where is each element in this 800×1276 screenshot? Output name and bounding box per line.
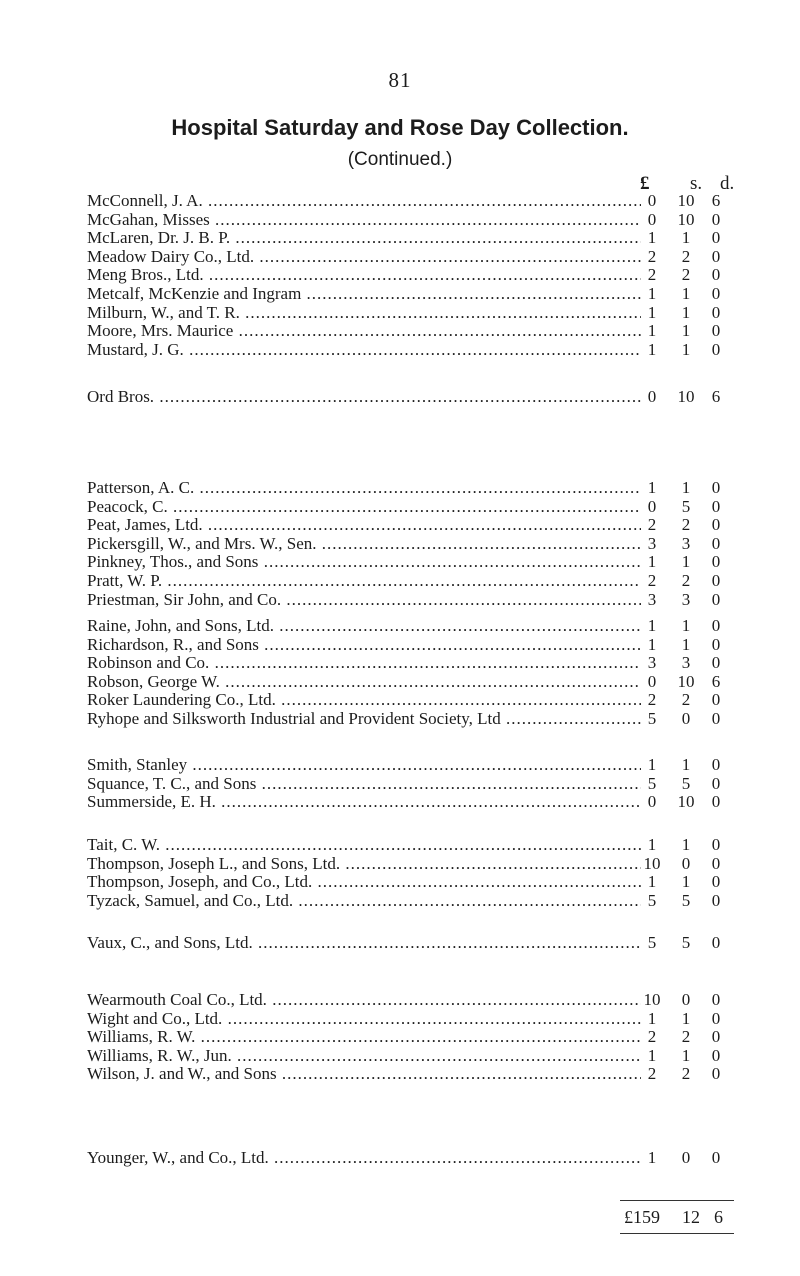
subscriber-name (87, 322, 641, 341)
subscriber-name-text: Wight and Co., Ltd. (87, 1009, 223, 1028)
subscriber-name (87, 572, 641, 591)
amount-pence: 6 (711, 671, 721, 691)
amount-pounds: 3 (647, 533, 657, 553)
amount-pounds: 0 (647, 387, 657, 406)
subscriber-row (0, 229, 800, 248)
subscriber-row (0, 1149, 800, 1168)
subscriber-name-text: Tyzack, Samuel, and Co., Ltd. (87, 891, 294, 910)
amount-pounds: 2 (647, 1064, 657, 1084)
subscriber-name (87, 498, 641, 517)
subscriber-name (87, 691, 641, 710)
subscriber-name (87, 1028, 641, 1047)
subscriber-row (0, 322, 800, 341)
amount-pence: 0 (711, 478, 721, 497)
amount-pounds: 2 (647, 1027, 657, 1047)
amount-pounds: 2 (647, 570, 657, 590)
group-s (0, 756, 800, 812)
amount-shillings: 2 (681, 515, 691, 535)
subscriber-row (0, 873, 800, 892)
subscriber-name (87, 673, 641, 692)
amount-shillings: 10 (677, 209, 695, 229)
amount-pounds: 2 (647, 246, 657, 266)
amount-pence: 0 (711, 1008, 721, 1028)
amount-pounds: 1 (647, 302, 657, 322)
subscriber-row (0, 991, 800, 1010)
subscriber-name (87, 873, 641, 892)
subscriber-name-text: Meadow Dairy Co., Ltd. (87, 247, 255, 266)
subscriber-name (87, 1047, 641, 1066)
amount-pence: 0 (711, 690, 721, 710)
subscriber-name-text: Peat, James, Ltd. (87, 516, 203, 535)
subscriber-name-text: Peacock, C. (87, 497, 168, 516)
subscriber-name (87, 248, 641, 267)
amount-pence: 0 (711, 835, 721, 854)
amount-pence: 0 (711, 1064, 721, 1084)
amount-pence: 0 (711, 933, 721, 952)
amount-pounds: 1 (647, 321, 657, 341)
amount-shillings: 1 (681, 1045, 691, 1065)
subscriber-name (87, 479, 641, 498)
amount-pounds: 1 (647, 872, 657, 892)
subscriber-name (87, 535, 641, 554)
amount-pounds: 0 (647, 671, 657, 691)
amount-shillings: 5 (681, 496, 691, 516)
page-number: 81 (388, 68, 412, 92)
subscriber-name (87, 304, 641, 323)
amount-shillings: 1 (681, 302, 691, 322)
amount-shillings: 0 (681, 853, 691, 873)
amount-pounds: 2 (647, 515, 657, 535)
total-rule-bottom (620, 1233, 734, 1234)
subscriber-row (0, 654, 800, 673)
amount-pounds: 0 (647, 209, 657, 229)
subscriber-name-text: Pickersgill, W., and Mrs. W., Sen. (87, 534, 317, 553)
amount-pence: 0 (711, 321, 721, 341)
amount-shillings: 1 (681, 478, 691, 497)
amount-pounds: 2 (647, 265, 657, 285)
amount-pounds: 2 (647, 690, 657, 710)
subscriber-row (0, 793, 800, 812)
subscriber-name-text: Roker Laundering Co., Ltd. (87, 691, 276, 710)
pounds-header: £ (640, 173, 650, 194)
subscriber-name (87, 1010, 641, 1029)
amount-pence: 0 (711, 990, 721, 1009)
group-t (0, 836, 800, 910)
amount-pounds: 1 (647, 616, 657, 635)
amount-shillings: 1 (681, 835, 691, 854)
subscriber-row (0, 248, 800, 267)
amount-pence: 0 (711, 209, 721, 229)
subscriber-row (0, 498, 800, 517)
subscriber-row (0, 892, 800, 911)
amount-pence: 0 (711, 496, 721, 516)
subscriber-name-text: Patterson, A. C. (87, 479, 195, 497)
subscriber-name-text: Ord Bros. (87, 388, 155, 406)
subscriber-row (0, 572, 800, 591)
amount-pounds: 1 (647, 283, 657, 303)
subscriber-row (0, 479, 800, 498)
subscriber-row (0, 266, 800, 285)
amount-pence: 0 (711, 1148, 721, 1167)
grand-total (0, 1207, 800, 1229)
subscriber-name (87, 1149, 641, 1168)
amount-pence: 0 (711, 853, 721, 873)
total-rule-top (620, 1200, 734, 1201)
subscriber-row (0, 934, 800, 953)
amount-pounds: 5 (647, 773, 657, 793)
amount-shillings: 10 (677, 191, 695, 210)
subscriber-name-text: Robson, George W. (87, 672, 220, 691)
subscriber-name-text: Thompson, Joseph L., and Sons, Ltd. (87, 854, 341, 873)
pence-header: d. (720, 173, 735, 194)
subscriber-name-text: Thompson, Joseph, and Co., Ltd. (87, 873, 313, 892)
subscriber-name (87, 892, 641, 911)
amount-shillings: 5 (681, 933, 691, 952)
subscriber-name (87, 836, 641, 855)
amount-shillings: 1 (681, 283, 691, 303)
amount-pence: 0 (711, 653, 721, 673)
amount-shillings: 10 (677, 792, 695, 812)
subscriber-name-text: Moore, Mrs. Maurice (87, 322, 234, 341)
subscriber-name (87, 553, 641, 572)
amount-shillings: 10 (677, 671, 695, 691)
subscriber-name (87, 285, 641, 304)
subscriber-name-text: Robinson and Co. (87, 654, 210, 673)
amount-pence: 6 (711, 191, 721, 210)
subscriber-row (0, 304, 800, 323)
subscriber-row (0, 1047, 800, 1066)
subscriber-row (0, 673, 800, 692)
subscriber-name (87, 617, 641, 636)
amount-pence: 0 (711, 552, 721, 572)
amount-shillings: 1 (681, 755, 691, 774)
amount-shillings: 1 (681, 872, 691, 892)
group-m (0, 192, 800, 359)
subscriber-name-text: Squance, T. C., and Sons (87, 774, 257, 793)
amount-pence: 0 (711, 302, 721, 322)
subscriber-row (0, 516, 800, 535)
total-pounds: £159 (624, 1207, 660, 1227)
subscriber-name-text: Richardson, R., and Sons (87, 635, 259, 654)
amount-pence: 0 (711, 708, 721, 728)
group-r (0, 617, 800, 729)
amount-shillings: 3 (681, 533, 691, 553)
subscriber-name-text: Vaux, C., and Sons, Ltd. (87, 934, 253, 952)
amount-pence: 0 (711, 1027, 721, 1047)
amount-pounds: 5 (647, 933, 657, 952)
amount-shillings: 1 (681, 1008, 691, 1028)
amount-pounds: 1 (647, 1008, 657, 1028)
amount-pence: 0 (711, 1045, 721, 1065)
amount-pence: 0 (711, 283, 721, 303)
subscriber-name-text: Summerside, E. H. (87, 793, 216, 812)
subscriber-row (0, 855, 800, 874)
amount-pence: 0 (711, 634, 721, 654)
amount-pence: 0 (711, 890, 721, 910)
subscriber-name (87, 710, 641, 729)
subscriber-row (0, 1010, 800, 1029)
amount-pence: 0 (711, 570, 721, 590)
amount-pounds: 10 (643, 853, 661, 873)
total-shillings: 12 (682, 1207, 700, 1227)
subscriber-name (87, 756, 641, 775)
amount-pence: 0 (711, 339, 721, 359)
amount-pence: 0 (711, 616, 721, 635)
subscriber-row (0, 388, 800, 407)
subscriber-row (0, 710, 800, 729)
subscriber-name-text: Mustard, J. G. (87, 340, 184, 359)
amount-pence: 0 (711, 228, 721, 248)
subscriber-row (0, 553, 800, 572)
amount-pounds: 1 (647, 835, 657, 854)
subscriber-name-text: Ryhope and Silksworth Industrial and Provident Society, Ltd (87, 709, 501, 728)
amount-pounds: 1 (647, 339, 657, 359)
amount-shillings: 10 (677, 387, 695, 406)
subscriber-name (87, 1065, 641, 1084)
group-v (0, 934, 800, 953)
amount-pence: 0 (711, 773, 721, 793)
subscriber-name (87, 636, 641, 655)
subscriber-name-text: Williams, R. W. (87, 1028, 196, 1047)
subscriber-name-text: Raine, John, and Sons, Ltd. (87, 617, 274, 635)
total-pence: 6 (714, 1207, 723, 1227)
subscriber-name (87, 934, 641, 953)
subscriber-name (87, 775, 641, 794)
amount-pounds: 3 (647, 653, 657, 673)
amount-pence: 0 (711, 246, 721, 266)
subscriber-name-text: Pratt, W. P. (87, 571, 163, 590)
subscriber-name-text: Metcalf, McKenzie and Ingram (87, 284, 302, 303)
subscriber-row (0, 617, 800, 636)
amount-shillings: 0 (681, 990, 691, 1009)
subscriber-name-text: Meng Bros., Ltd. (87, 266, 204, 285)
amount-shillings: 2 (681, 1027, 691, 1047)
subscriber-name-text: Priestman, Sir John, and Co. (87, 590, 282, 609)
amount-pounds: 0 (647, 496, 657, 516)
subscriber-name (87, 266, 641, 285)
amount-pence: 0 (711, 872, 721, 892)
subscriber-name-text: Tait, C. W. (87, 836, 160, 854)
subscriber-name (87, 855, 641, 874)
subscriber-row (0, 192, 800, 211)
subscriber-name (87, 793, 641, 812)
subscriber-row (0, 591, 800, 610)
amount-pence: 0 (711, 589, 721, 609)
subscriber-name (87, 192, 641, 211)
amount-shillings: 1 (681, 228, 691, 248)
subscriber-row (0, 836, 800, 855)
subscriber-row (0, 691, 800, 710)
subscriber-name (87, 516, 641, 535)
amount-pence: 6 (711, 387, 721, 406)
amount-pounds: 5 (647, 890, 657, 910)
group-o (0, 388, 800, 407)
amount-pounds: 1 (647, 478, 657, 497)
subscriber-row (0, 535, 800, 554)
amount-shillings: 0 (681, 1148, 691, 1167)
subscriber-name (87, 341, 641, 360)
subscriber-name (87, 591, 641, 610)
amount-pence: 0 (711, 265, 721, 285)
subscriber-row (0, 341, 800, 360)
subscriber-row (0, 1065, 800, 1084)
amount-pounds: 0 (647, 792, 657, 812)
subscriber-name-text: Wearmouth Coal Co., Ltd. (87, 991, 267, 1009)
amount-shillings: 3 (681, 653, 691, 673)
subscriber-name (87, 211, 641, 230)
subscriber-name-text: Williams, R. W., Jun. (87, 1046, 232, 1065)
amount-shillings: 1 (681, 616, 691, 635)
amount-shillings: 5 (681, 890, 691, 910)
amount-pounds: 10 (643, 990, 661, 1009)
page-subtitle: (Continued.) (347, 149, 453, 170)
amount-pounds: 0 (647, 191, 657, 210)
subscriber-row (0, 775, 800, 794)
amount-pounds: 1 (647, 552, 657, 572)
amount-pence: 0 (711, 533, 721, 553)
group-p (0, 479, 800, 609)
amount-shillings: 1 (681, 339, 691, 359)
amount-shillings: 2 (681, 690, 691, 710)
amount-pence: 0 (711, 755, 721, 774)
group-y (0, 1149, 800, 1168)
subscriber-name-text: McConnell, J. A. (87, 192, 203, 210)
subscriber-name-text: Smith, Stanley (87, 756, 188, 774)
amount-shillings: 2 (681, 246, 691, 266)
amount-shillings: 2 (681, 570, 691, 590)
amount-pounds: 1 (647, 1045, 657, 1065)
amount-shillings: 2 (681, 265, 691, 285)
amount-pounds: 1 (647, 755, 657, 774)
amount-shillings: 0 (681, 708, 691, 728)
amount-shillings: 1 (681, 321, 691, 341)
group-w (0, 991, 800, 1084)
subscriber-name-text: McGahan, Misses (87, 210, 210, 229)
amount-shillings: 1 (681, 552, 691, 572)
page-title: Hospital Saturday and Rose Day Collection. (171, 115, 629, 140)
amount-pence: 0 (711, 792, 721, 812)
amount-pounds: 1 (647, 634, 657, 654)
amount-pounds: 5 (647, 708, 657, 728)
amount-shillings: 2 (681, 1064, 691, 1084)
subscriber-name (87, 229, 641, 248)
shillings-header: s. (690, 173, 703, 194)
subscriber-name-text: Wilson, J. and W., and Sons (87, 1065, 277, 1084)
subscriber-row (0, 636, 800, 655)
subscriber-row (0, 285, 800, 304)
subscriber-name (87, 654, 641, 673)
amount-shillings: 1 (681, 634, 691, 654)
amount-pounds: 3 (647, 589, 657, 609)
subscriber-name-text: Pinkney, Thos., and Sons (87, 553, 259, 572)
amount-pence: 0 (711, 515, 721, 535)
subscriber-name-text: McLaren, Dr. J. B. P. (87, 229, 231, 248)
amount-pounds: 1 (647, 228, 657, 248)
amount-shillings: 3 (681, 589, 691, 609)
subscriber-row (0, 756, 800, 775)
subscriber-name-text: Milburn, W., and T. R. (87, 303, 240, 322)
subscriber-row (0, 1028, 800, 1047)
amount-pounds: 1 (647, 1148, 657, 1167)
subscriber-name-text: Younger, W., and Co., Ltd. (87, 1149, 269, 1167)
amount-shillings: 5 (681, 773, 691, 793)
subscriber-name (87, 388, 641, 407)
subscriber-row (0, 211, 800, 230)
subscriber-name (87, 991, 641, 1010)
